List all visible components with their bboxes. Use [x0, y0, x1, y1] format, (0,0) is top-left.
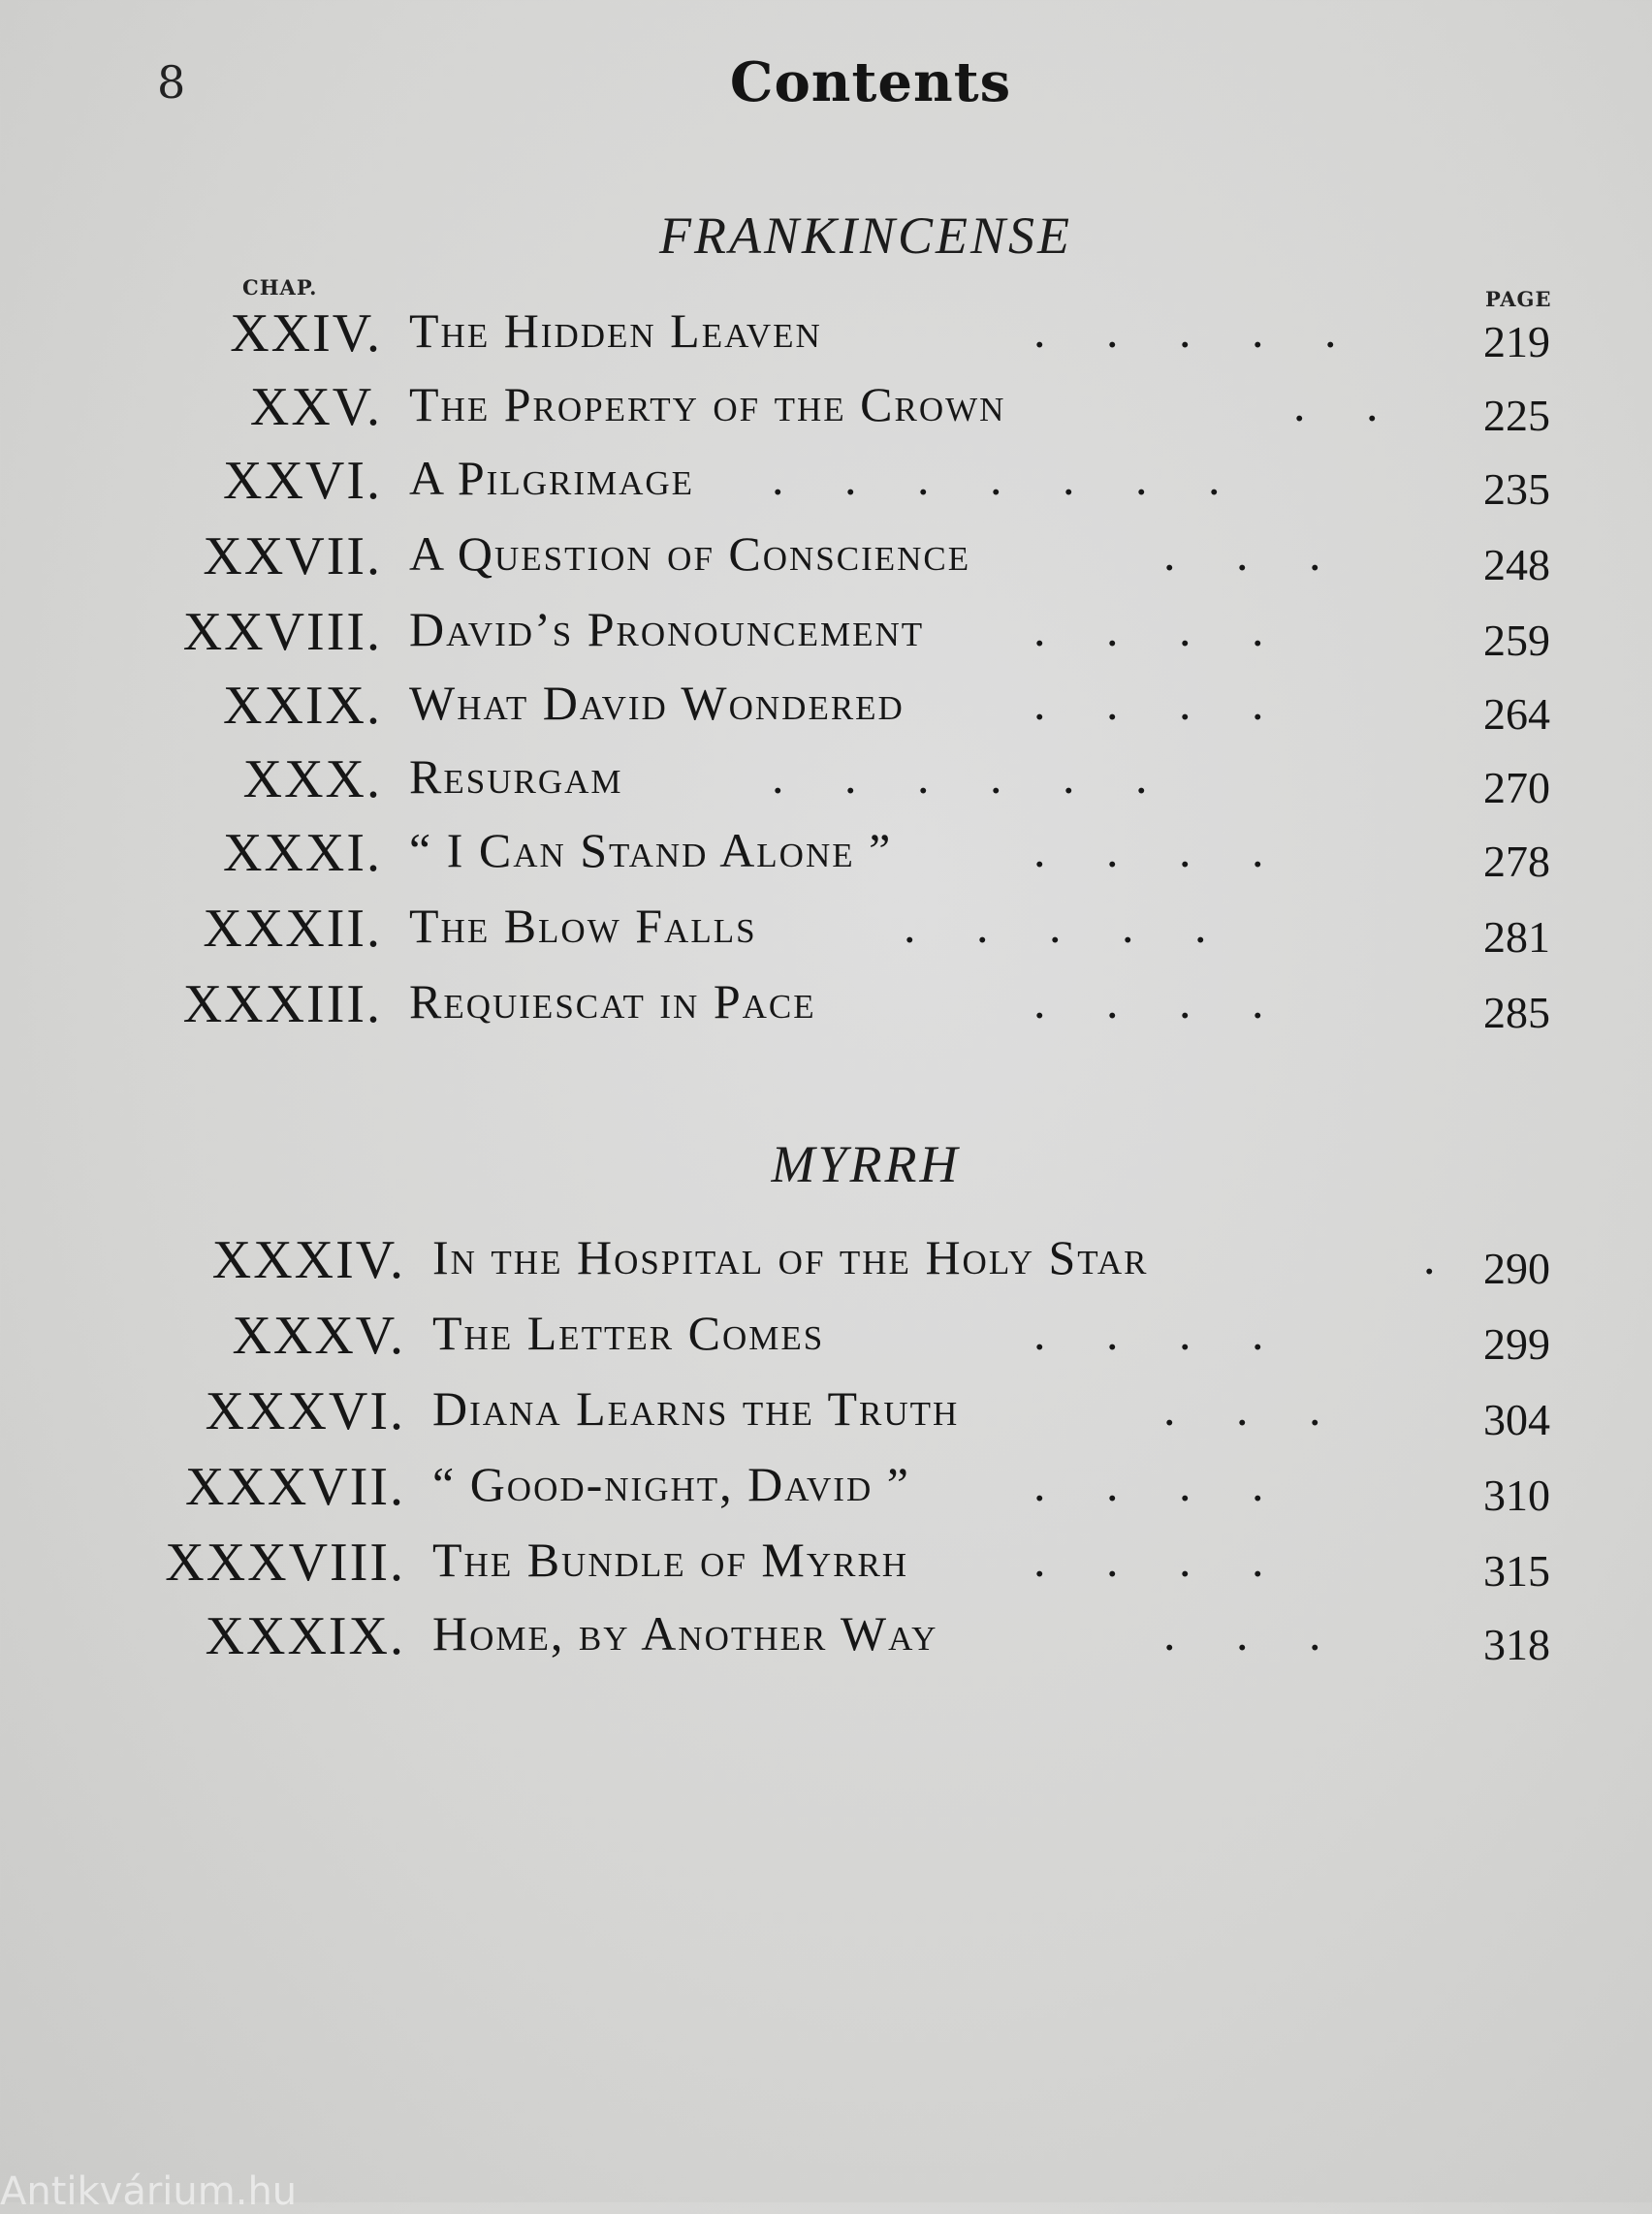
- page-number: 8: [157, 56, 186, 109]
- chapter-title: The Property of the Crown: [409, 377, 1006, 431]
- chapter-number: XXXVIII.: [165, 1533, 405, 1593]
- toc-entry: [0, 748, 1652, 816]
- page-reference: 299: [1483, 1319, 1550, 1369]
- chapter-number: XXV.: [249, 377, 382, 437]
- toc-entry: [0, 525, 1652, 593]
- chapter-title: Requiescat in Pace: [409, 974, 816, 1028]
- dot-leader: . . .: [1163, 526, 1321, 581]
- dot-leader: .: [1423, 1230, 1436, 1284]
- chapter-title: A Pilgrimage: [409, 451, 695, 505]
- toc-entry: [0, 898, 1652, 965]
- chapter-number: XXVII.: [203, 526, 382, 586]
- page-reference: 248: [1483, 540, 1550, 589]
- section-title-myrrh: MYRRH: [771, 1135, 961, 1193]
- page-reference: 318: [1483, 1620, 1550, 1669]
- chap-column-label: CHAP.: [242, 275, 318, 300]
- toc-entry: [0, 973, 1652, 1041]
- chapter-number: XXXVII.: [184, 1457, 405, 1517]
- chapter-number: XXXIX.: [205, 1606, 405, 1666]
- dot-leader: . . . .: [1033, 974, 1264, 1028]
- page-reference: 235: [1483, 464, 1550, 514]
- page-reference: 281: [1483, 912, 1550, 962]
- chapter-number: XXX.: [242, 749, 382, 809]
- chapter-title: What David Wondered: [409, 676, 905, 730]
- toc-entry: [0, 450, 1652, 518]
- page-reference: 270: [1483, 763, 1550, 812]
- toc-entry: [0, 376, 1652, 444]
- page-reference: 285: [1483, 988, 1550, 1037]
- dot-leader: . . . .: [1033, 602, 1264, 656]
- toc-entry: [0, 675, 1652, 743]
- page-reference: 304: [1483, 1395, 1550, 1444]
- chapter-title: Home, by Another Way: [432, 1606, 938, 1660]
- chapter-title: Resurgam: [409, 749, 623, 804]
- chapter-title: Diana Learns the Truth: [432, 1381, 960, 1436]
- chapter-number: XXIV.: [230, 303, 382, 364]
- page-column-label: PAGE: [1485, 287, 1552, 311]
- page-reference: 290: [1483, 1244, 1550, 1293]
- dot-leader: . . .: [1163, 1381, 1321, 1436]
- dot-leader: . . . . . .: [772, 749, 1148, 804]
- chapter-title: The Hidden Leaven: [409, 303, 822, 358]
- watermark-text: Antikvárium.hu: [0, 2169, 298, 2214]
- chapter-number: XXXII.: [203, 899, 382, 959]
- toc-entry: [0, 1532, 1652, 1599]
- page-reference: 225: [1483, 391, 1550, 440]
- toc-entry: [0, 1305, 1652, 1373]
- dot-leader: . . . . . . .: [772, 451, 1221, 505]
- dot-leader: . . . .: [1033, 676, 1264, 730]
- chapter-number: XXXI.: [223, 823, 382, 883]
- chapter-number: XXXVI.: [205, 1381, 405, 1441]
- dot-leader: . . . .: [1033, 1533, 1264, 1587]
- page-reference: 278: [1483, 837, 1550, 886]
- chapter-title: In the Hospital of the Holy Star: [432, 1230, 1149, 1284]
- toc-entry: [0, 302, 1652, 370]
- chapter-number: XXIX.: [223, 676, 382, 736]
- chapter-number: XXVIII.: [182, 602, 382, 662]
- chapter-title: David’s Pronouncement: [409, 602, 925, 656]
- dot-leader: . .: [1293, 377, 1379, 431]
- chapter-title: “ Good-night, David ”: [432, 1457, 910, 1511]
- page-reference: 315: [1483, 1546, 1550, 1596]
- page-reference: 219: [1483, 317, 1550, 366]
- page-reference: 310: [1483, 1471, 1550, 1520]
- toc-entry: [0, 1456, 1652, 1524]
- chapter-number: XXXV.: [232, 1306, 405, 1366]
- toc-entry: [0, 1229, 1652, 1297]
- toc-entry: [0, 1380, 1652, 1448]
- dot-leader: . . .: [1163, 1606, 1321, 1660]
- chapter-title: The Blow Falls: [409, 899, 757, 953]
- chapter-title: The Bundle of Myrrh: [432, 1533, 909, 1587]
- page-reference: 259: [1483, 616, 1550, 665]
- page-reference: 264: [1483, 689, 1550, 739]
- chapter-number: XXVI.: [223, 451, 382, 511]
- chapter-number: XXXIII.: [182, 974, 382, 1034]
- dot-leader: . . . .: [1033, 823, 1264, 877]
- toc-entry: [0, 822, 1652, 890]
- chapter-title: The Letter Comes: [432, 1306, 825, 1360]
- toc-entry: [0, 601, 1652, 669]
- section-title-frankincense: FRANKINCENSE: [659, 206, 1072, 265]
- toc-entry: [0, 1605, 1652, 1673]
- chapter-title: A Question of Conscience: [409, 526, 971, 581]
- dot-leader: . . . .: [1033, 1457, 1264, 1511]
- dot-leader: . . . . .: [1033, 303, 1337, 358]
- chapter-title: “ I Can Stand Alone ”: [409, 823, 893, 877]
- chapter-number: XXXIV.: [211, 1230, 405, 1290]
- dot-leader: . . . . .: [904, 899, 1207, 953]
- running-head: Contents: [729, 50, 1012, 114]
- dot-leader: . . . .: [1033, 1306, 1264, 1360]
